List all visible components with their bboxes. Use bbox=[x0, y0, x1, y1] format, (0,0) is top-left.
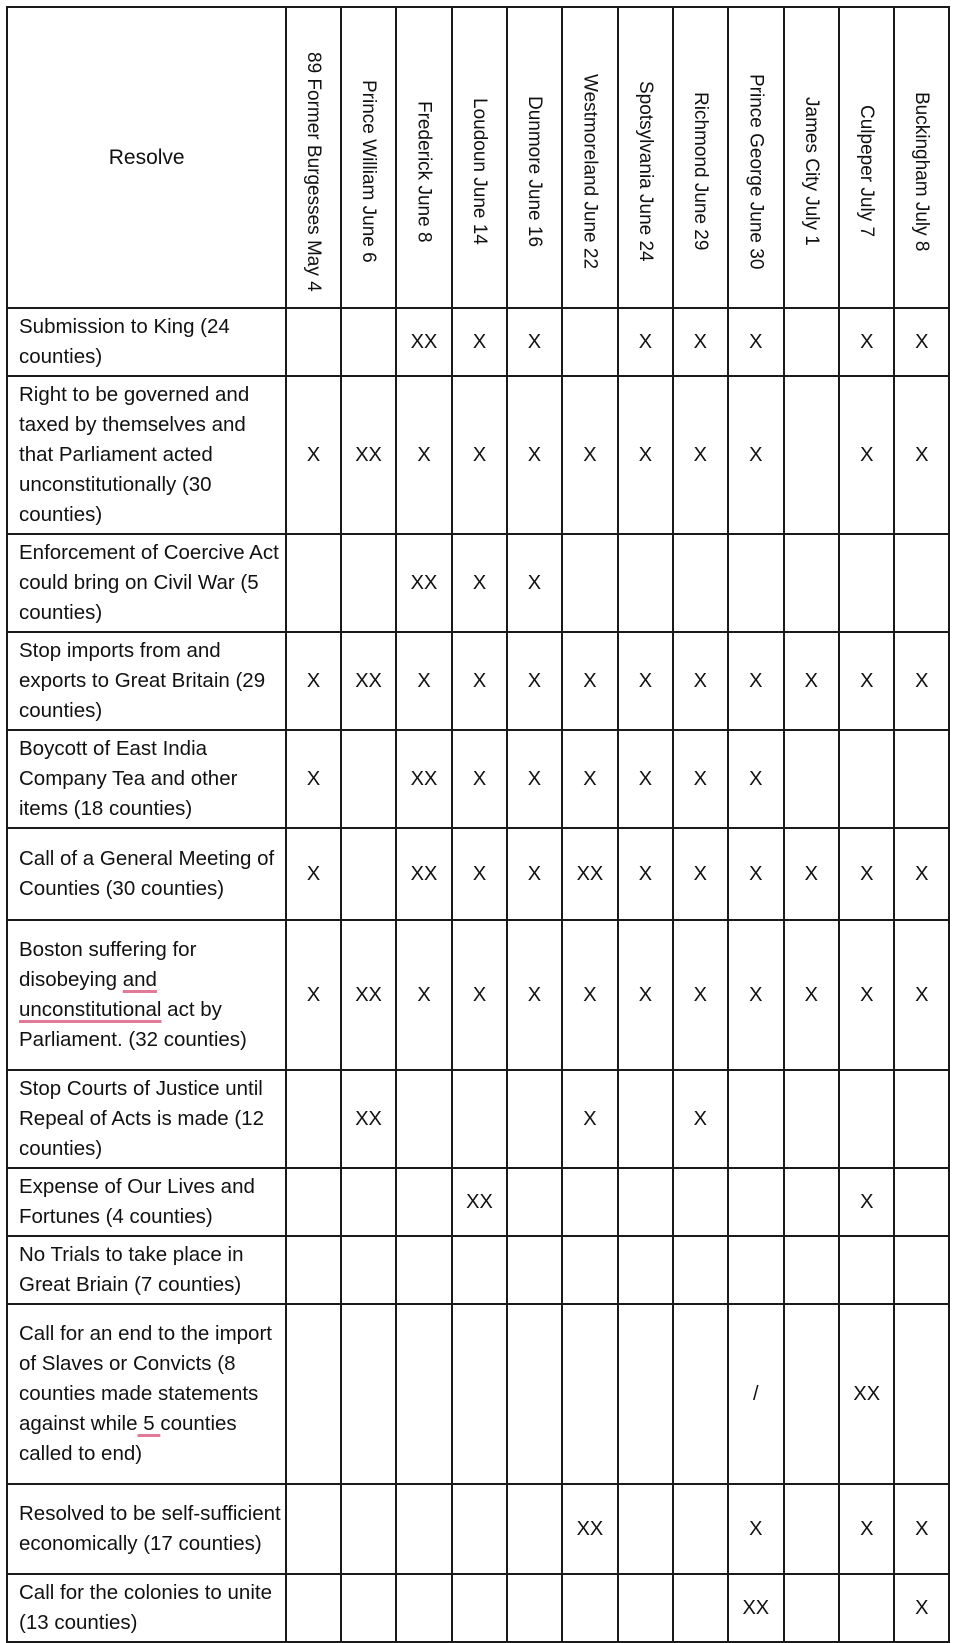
vote-mark-cell bbox=[784, 1070, 839, 1168]
table-row bbox=[7, 1070, 949, 1168]
vote-mark-cell: X bbox=[673, 632, 728, 730]
vote-mark-cell bbox=[673, 534, 728, 632]
vote-mark-cell bbox=[341, 828, 396, 920]
vote-mark-cell bbox=[784, 1168, 839, 1236]
resolve-cell: Call of a General Meeting of Counties (30 counties) bbox=[7, 828, 286, 920]
vote-mark-cell: X bbox=[618, 632, 672, 730]
vote-mark-cell: X bbox=[839, 376, 894, 534]
table-row bbox=[7, 920, 949, 1070]
vote-mark-cell: X bbox=[452, 534, 507, 632]
county-header: Richmond June 29 bbox=[673, 7, 728, 308]
vote-mark-cell bbox=[452, 1484, 507, 1574]
county-header: Westmoreland June 22 bbox=[562, 7, 618, 308]
vote-mark-cell bbox=[618, 534, 672, 632]
vote-mark-cell: X bbox=[452, 920, 507, 1070]
vote-mark-cell: X bbox=[839, 920, 894, 1070]
vote-mark-cell: X bbox=[728, 308, 783, 376]
vote-mark-cell: XX bbox=[396, 828, 451, 920]
county-header: Frederick June 8 bbox=[396, 7, 451, 308]
vote-mark-cell bbox=[507, 1484, 561, 1574]
resolve-column-header: Resolve bbox=[7, 7, 286, 308]
vote-mark-cell bbox=[894, 1304, 949, 1484]
vote-mark-cell bbox=[341, 1484, 396, 1574]
county-header: Culpeper July 7 bbox=[839, 7, 894, 308]
vote-mark-cell: X bbox=[452, 308, 507, 376]
resolve-cell: Submission to King (24 counties) bbox=[7, 308, 286, 376]
vote-mark-cell bbox=[784, 534, 839, 632]
resolve-cell: No Trials to take place in Great Briain (7 counties) bbox=[7, 1236, 286, 1304]
vote-mark-cell bbox=[396, 1168, 451, 1236]
table-row bbox=[7, 376, 949, 534]
vote-mark-cell bbox=[286, 1484, 340, 1574]
resolve-cell: Call for the colonies to unite (13 counties) bbox=[7, 1574, 286, 1642]
vote-mark-cell bbox=[839, 1236, 894, 1304]
vote-mark-cell bbox=[452, 1304, 507, 1484]
vote-mark-cell: X bbox=[673, 1070, 728, 1168]
vote-mark-cell bbox=[452, 1574, 507, 1642]
vote-mark-cell bbox=[673, 1304, 728, 1484]
vote-mark-cell: X bbox=[452, 376, 507, 534]
vote-mark-cell: X bbox=[396, 920, 451, 1070]
vote-mark-cell bbox=[894, 730, 949, 828]
county-header: 89 Former Burgesses May 4 bbox=[286, 7, 340, 308]
vote-mark-cell: X bbox=[507, 376, 561, 534]
vote-mark-cell: X bbox=[673, 920, 728, 1070]
vote-mark-cell bbox=[784, 1574, 839, 1642]
vote-mark-cell bbox=[286, 534, 340, 632]
vote-mark-cell bbox=[839, 1574, 894, 1642]
vote-mark-cell: XX bbox=[396, 730, 451, 828]
vote-mark-cell: X bbox=[784, 920, 839, 1070]
vote-mark-cell bbox=[286, 1168, 340, 1236]
vote-mark-cell: XX bbox=[341, 632, 396, 730]
vote-mark-cell bbox=[728, 534, 783, 632]
vote-mark-cell bbox=[784, 308, 839, 376]
table-row bbox=[7, 534, 949, 632]
vote-mark-cell: X bbox=[396, 632, 451, 730]
vote-mark-cell bbox=[507, 1236, 561, 1304]
vote-mark-cell: X bbox=[286, 920, 340, 1070]
vote-mark-cell: X bbox=[286, 828, 340, 920]
table-row bbox=[7, 1304, 949, 1484]
vote-mark-cell: X bbox=[839, 1484, 894, 1574]
vote-mark-cell: X bbox=[784, 828, 839, 920]
vote-mark-cell bbox=[784, 1484, 839, 1574]
vote-mark-cell bbox=[784, 1304, 839, 1484]
vote-mark-cell bbox=[894, 1236, 949, 1304]
table-row bbox=[7, 1168, 949, 1236]
vote-mark-cell: X bbox=[894, 308, 949, 376]
vote-mark-cell bbox=[618, 1574, 672, 1642]
vote-mark-cell bbox=[784, 376, 839, 534]
table-row bbox=[7, 730, 949, 828]
vote-mark-cell bbox=[286, 1070, 340, 1168]
vote-mark-cell bbox=[894, 534, 949, 632]
vote-mark-cell: XX bbox=[396, 308, 451, 376]
vote-mark-cell: X bbox=[396, 376, 451, 534]
vote-mark-cell: X bbox=[507, 920, 561, 1070]
vote-mark-cell bbox=[507, 1574, 561, 1642]
spellcheck-underline: and unconstitutional bbox=[19, 968, 162, 1021]
vote-mark-cell: X bbox=[839, 828, 894, 920]
spellcheck-underline: 5 bbox=[137, 1412, 161, 1435]
vote-mark-cell bbox=[673, 1168, 728, 1236]
county-header: Dunmore June 16 bbox=[507, 7, 561, 308]
vote-mark-cell bbox=[618, 1304, 672, 1484]
vote-mark-cell: X bbox=[728, 730, 783, 828]
vote-mark-cell bbox=[618, 1236, 672, 1304]
vote-mark-cell: X bbox=[618, 308, 672, 376]
vote-mark-cell: X bbox=[839, 632, 894, 730]
vote-mark-cell: X bbox=[507, 534, 561, 632]
vote-mark-cell: XX bbox=[839, 1304, 894, 1484]
county-header: Prince George June 30 bbox=[728, 7, 783, 308]
vote-mark-cell: X bbox=[728, 1484, 783, 1574]
vote-mark-cell bbox=[341, 1574, 396, 1642]
vote-mark-cell: X bbox=[618, 828, 672, 920]
vote-mark-cell: X bbox=[728, 920, 783, 1070]
resolve-cell: Right to be governed and taxed by themselves and that Parliament acted unconstitutionally (30 counties) bbox=[7, 376, 286, 534]
vote-mark-cell: XX bbox=[562, 828, 618, 920]
vote-mark-cell bbox=[396, 1236, 451, 1304]
vote-mark-cell bbox=[507, 1070, 561, 1168]
vote-mark-cell: X bbox=[562, 376, 618, 534]
table-row bbox=[7, 1574, 949, 1642]
vote-mark-cell: X bbox=[507, 308, 561, 376]
vote-mark-cell bbox=[618, 1070, 672, 1168]
vote-mark-cell: X bbox=[452, 828, 507, 920]
resolve-cell: Boston suffering for disobeying and unconstitutional act by Parliament. (32 counties) bbox=[7, 920, 286, 1070]
vote-mark-cell bbox=[728, 1168, 783, 1236]
vote-mark-cell bbox=[784, 1236, 839, 1304]
vote-mark-cell bbox=[618, 1484, 672, 1574]
vote-mark-cell: X bbox=[839, 1168, 894, 1236]
vote-mark-cell: X bbox=[728, 828, 783, 920]
county-header: James City July 1 bbox=[784, 7, 839, 308]
table-row bbox=[7, 828, 949, 920]
vote-mark-cell: XX bbox=[562, 1484, 618, 1574]
county-header: Spotsylvania June 24 bbox=[618, 7, 672, 308]
vote-mark-cell bbox=[507, 1168, 561, 1236]
table-body bbox=[7, 308, 949, 1642]
vote-mark-cell: X bbox=[728, 376, 783, 534]
vote-mark-cell bbox=[839, 1070, 894, 1168]
vote-mark-cell: X bbox=[894, 632, 949, 730]
vote-mark-cell: X bbox=[507, 828, 561, 920]
vote-mark-cell bbox=[396, 1484, 451, 1574]
vote-mark-cell bbox=[286, 1304, 340, 1484]
vote-mark-cell bbox=[673, 1574, 728, 1642]
vote-mark-cell: X bbox=[507, 730, 561, 828]
vote-mark-cell: X bbox=[618, 376, 672, 534]
vote-mark-cell bbox=[618, 1168, 672, 1236]
vote-mark-cell bbox=[562, 1168, 618, 1236]
vote-mark-cell bbox=[894, 1070, 949, 1168]
vote-mark-cell: X bbox=[562, 730, 618, 828]
vote-mark-cell bbox=[341, 730, 396, 828]
vote-mark-cell bbox=[562, 534, 618, 632]
resolve-cell: Stop Courts of Justice until Repeal of Acts is made (12 counties) bbox=[7, 1070, 286, 1168]
header-row bbox=[7, 7, 949, 308]
vote-mark-cell: X bbox=[894, 1484, 949, 1574]
vote-mark-cell: / bbox=[728, 1304, 783, 1484]
vote-mark-cell bbox=[784, 730, 839, 828]
vote-mark-cell: X bbox=[452, 632, 507, 730]
vote-mark-cell: X bbox=[286, 730, 340, 828]
vote-mark-cell bbox=[341, 1168, 396, 1236]
vote-mark-cell bbox=[341, 1236, 396, 1304]
vote-mark-cell bbox=[396, 1304, 451, 1484]
vote-mark-cell bbox=[396, 1070, 451, 1168]
vote-mark-cell bbox=[562, 1574, 618, 1642]
vote-mark-cell: X bbox=[673, 730, 728, 828]
resolve-cell: Expense of Our Lives and Fortunes (4 counties) bbox=[7, 1168, 286, 1236]
vote-mark-cell: X bbox=[286, 632, 340, 730]
vote-mark-cell bbox=[562, 1304, 618, 1484]
vote-mark-cell: XX bbox=[341, 920, 396, 1070]
vote-mark-cell bbox=[728, 1236, 783, 1304]
vote-mark-cell: X bbox=[894, 828, 949, 920]
vote-mark-cell bbox=[562, 308, 618, 376]
vote-mark-cell: X bbox=[562, 1070, 618, 1168]
vote-mark-cell: X bbox=[286, 376, 340, 534]
vote-mark-cell: X bbox=[894, 1574, 949, 1642]
vote-mark-cell: X bbox=[894, 376, 949, 534]
vote-mark-cell: XX bbox=[728, 1574, 783, 1642]
vote-mark-cell: XX bbox=[452, 1168, 507, 1236]
vote-mark-cell: XX bbox=[341, 376, 396, 534]
vote-mark-cell bbox=[894, 1168, 949, 1236]
resolve-cell: Boycott of East India Company Tea and other items (18 counties) bbox=[7, 730, 286, 828]
vote-mark-cell: X bbox=[452, 730, 507, 828]
vote-mark-cell: X bbox=[673, 828, 728, 920]
vote-mark-cell: X bbox=[562, 632, 618, 730]
vote-mark-cell bbox=[839, 534, 894, 632]
vote-mark-cell bbox=[286, 1574, 340, 1642]
vote-mark-cell bbox=[396, 1574, 451, 1642]
resolve-cell: Stop imports from and exports to Great Britain (29 counties) bbox=[7, 632, 286, 730]
vote-mark-cell bbox=[286, 308, 340, 376]
vote-mark-cell bbox=[673, 1236, 728, 1304]
vote-mark-cell bbox=[341, 534, 396, 632]
resolve-cell: Enforcement of Coercive Act could bring on Civil War (5 counties) bbox=[7, 534, 286, 632]
resolves-table bbox=[6, 6, 950, 1643]
vote-mark-cell: X bbox=[673, 308, 728, 376]
county-header: Prince William June 6 bbox=[341, 7, 396, 308]
table-row bbox=[7, 632, 949, 730]
table-row bbox=[7, 1236, 949, 1304]
vote-mark-cell: X bbox=[784, 632, 839, 730]
vote-mark-cell bbox=[341, 1304, 396, 1484]
vote-mark-cell: XX bbox=[396, 534, 451, 632]
vote-mark-cell: X bbox=[894, 920, 949, 1070]
vote-mark-cell bbox=[839, 730, 894, 828]
vote-mark-cell: X bbox=[728, 632, 783, 730]
county-header: Loudoun June 14 bbox=[452, 7, 507, 308]
vote-mark-cell bbox=[452, 1236, 507, 1304]
vote-mark-cell: X bbox=[673, 376, 728, 534]
county-header: Buckingham July 8 bbox=[894, 7, 949, 308]
vote-mark-cell bbox=[452, 1070, 507, 1168]
vote-mark-cell bbox=[286, 1236, 340, 1304]
vote-mark-cell: X bbox=[618, 920, 672, 1070]
vote-mark-cell: X bbox=[618, 730, 672, 828]
vote-mark-cell bbox=[562, 1236, 618, 1304]
vote-mark-cell: X bbox=[562, 920, 618, 1070]
table-row bbox=[7, 1484, 949, 1574]
vote-mark-cell bbox=[507, 1304, 561, 1484]
table-row bbox=[7, 308, 949, 376]
vote-mark-cell: X bbox=[507, 632, 561, 730]
vote-mark-cell bbox=[728, 1070, 783, 1168]
resolve-cell: Call for an end to the import of Slaves or Convicts (8 counties made statements against while 5 counties called to end) bbox=[7, 1304, 286, 1484]
vote-mark-cell bbox=[341, 308, 396, 376]
vote-mark-cell: X bbox=[839, 308, 894, 376]
vote-mark-cell bbox=[673, 1484, 728, 1574]
resolve-cell: Resolved to be self-sufficient economically (17 counties) bbox=[7, 1484, 286, 1574]
vote-mark-cell: XX bbox=[341, 1070, 396, 1168]
